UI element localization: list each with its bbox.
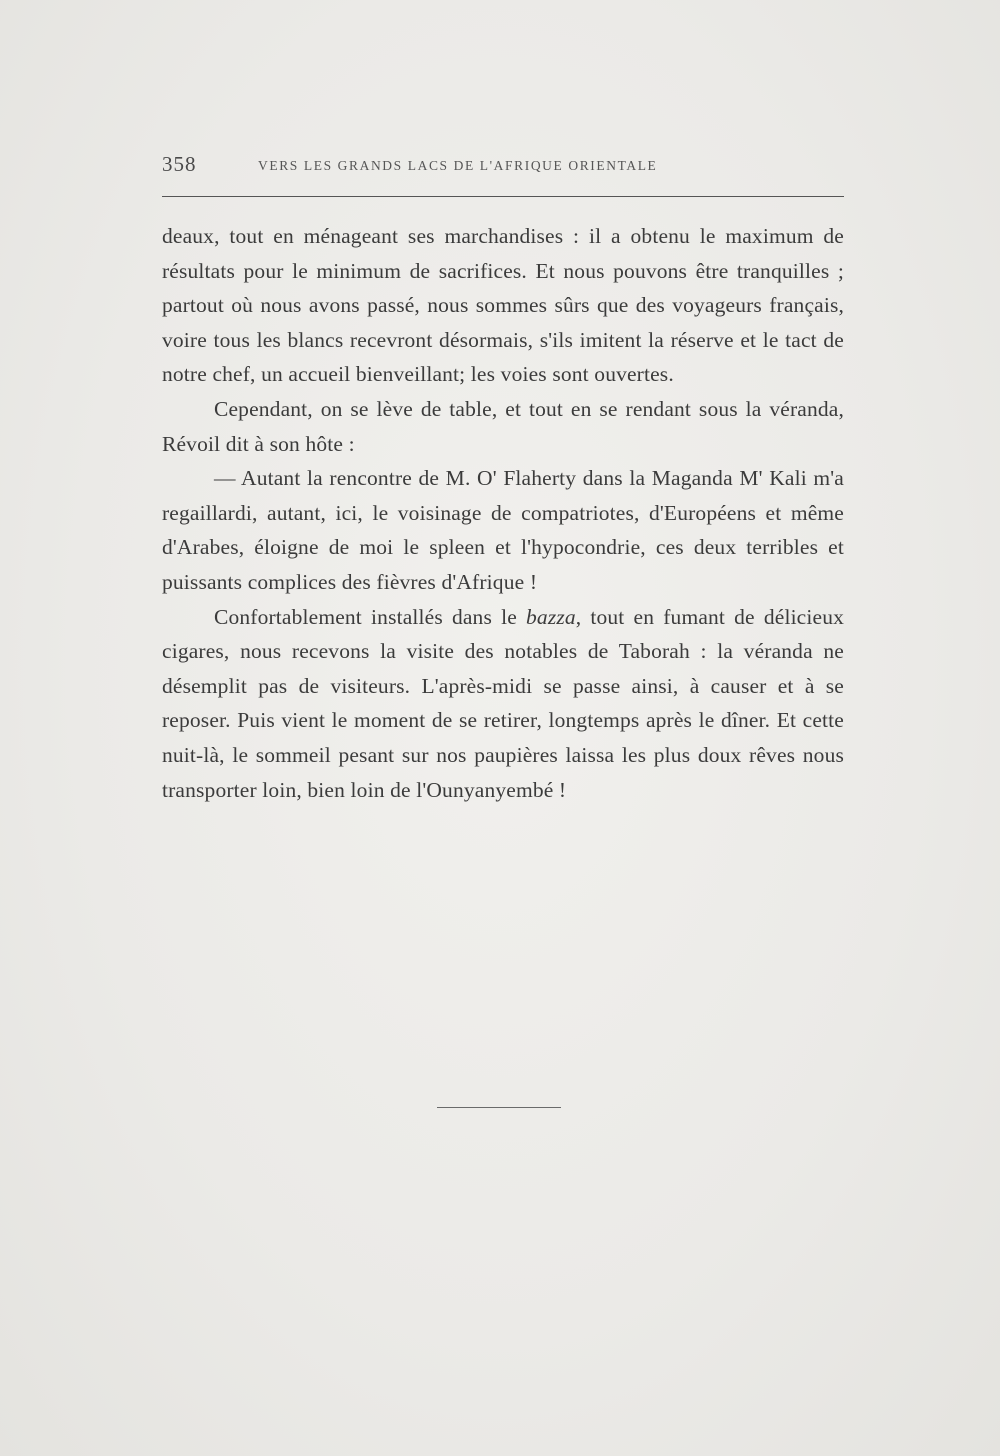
paragraph-dialogue: — Autant la rencontre de M. O' Flaherty dans la Maganda M' Kali m'a regaillardi, autant, ici, le voisinage de compatriotes, d'Européens et même d'Arabes, éloigne de moi le spleen et l'hypocondrie, ces deux terribles et puissants complices des fièvres d'Afrique ! <box>162 466 844 594</box>
italic-word-bazza: bazza <box>526 604 576 629</box>
chapter-end-rule <box>437 1107 561 1108</box>
paragraph-confortablement <box>162 600 844 808</box>
paragraph-continuation: deaux, tout en ménageant ses marchandises : il a obtenu le maximum de résultats pour le minimum de sacrifices. Et nous pouvons être tranquilles ; partout où nous avons passé, nous sommes sûrs que des voyageurs français, voire tous les blancs recevront désormais, s'ils imitent la réserve et le tact de notre chef, un accueil bienveillant; les voies sont ouvertes. <box>162 224 844 387</box>
paragraph-text-after: , tout en fumant de délicieux cigares, nous recevons la visite des notables de Taborah : la véranda ne désemplit pas de visiteurs. L'après-midi se passe ainsi, à causer et à se reposer. Puis vient le moment de se retirer, longtemps après le dîner. Et cette nuit-là, le sommeil pesant sur nos paupières laissa les plus doux rêves nous transporter loin, bien loin de l'Ounyanyembé ! <box>162 604 844 802</box>
header-rule <box>162 196 844 197</box>
page-number: 358 <box>162 152 197 176</box>
paragraph-text-before: Confortablement installés dans le <box>214 604 527 629</box>
body-text <box>162 219 844 807</box>
running-title: VERS LES GRANDS LACS DE L'AFRIQUE ORIENTALE <box>258 158 658 173</box>
running-head <box>162 152 844 180</box>
paragraph-cependant: Cependant, on se lève de table, et tout en se rendant sous la véranda, Révoil dit à son hôte : <box>162 396 844 456</box>
